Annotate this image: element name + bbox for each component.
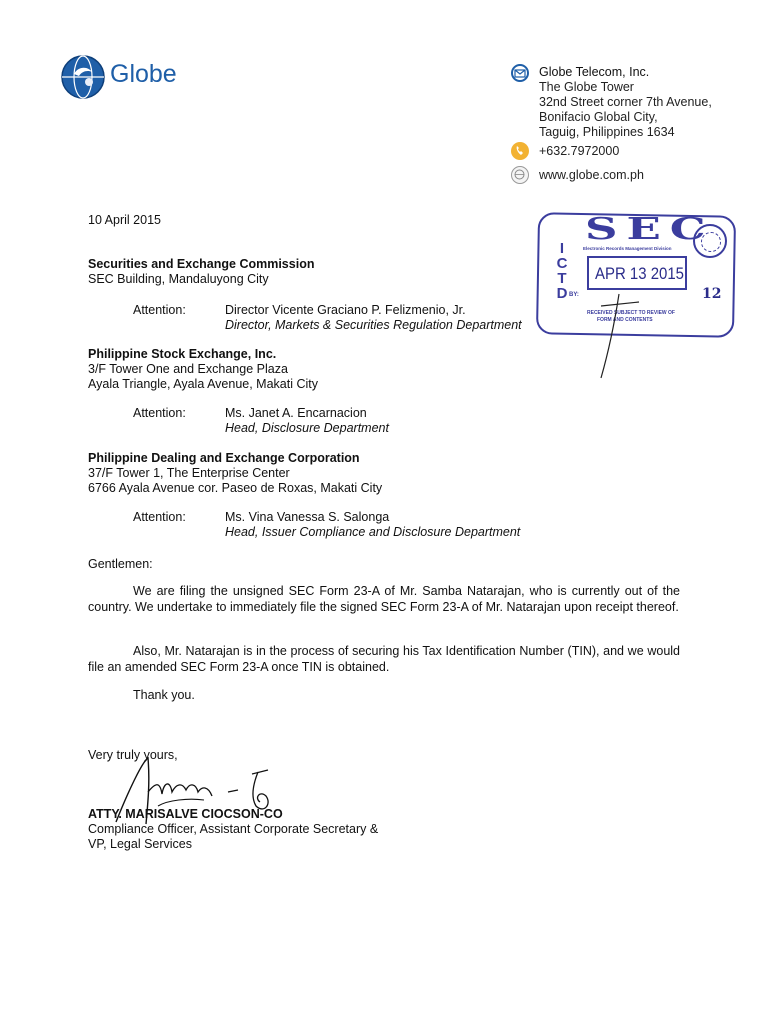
signatory-name: ATTY. MARISALVE CIOCSON-CO xyxy=(88,807,283,821)
attention-title: Head, Issuer Compliance and Disclosure Department xyxy=(225,525,521,539)
attention-person: Director Vicente Graciano P. Felizmenio, Jr. xyxy=(225,303,466,317)
attention-person: Ms. Vina Vanessa S. Salonga xyxy=(225,510,390,524)
signatory-title: VP, Legal Services xyxy=(88,837,192,851)
letter-date: 10 April 2015 xyxy=(88,213,161,227)
brand-name: Globe xyxy=(110,60,177,88)
website: www.globe.com.ph xyxy=(539,168,644,182)
closing: Very truly yours, xyxy=(88,748,178,762)
stamp-subtitle: Electronic Records Management Division xyxy=(583,246,672,251)
attention-person: Ms. Janet A. Encarnacion xyxy=(225,406,367,420)
attention-label: Attention: xyxy=(133,303,186,317)
recipient-org: Securities and Exchange Commission xyxy=(88,257,315,271)
stamp-initial-mark xyxy=(585,290,655,380)
phone-icon xyxy=(511,142,529,160)
address-line: Taguig, Philippines 1634 xyxy=(539,125,675,139)
web-icon xyxy=(511,166,529,184)
address-line: The Globe Tower xyxy=(539,80,634,94)
stamp-date: APR 13 2015 xyxy=(595,264,685,283)
body-paragraph: Also, Mr. Natarajan is in the process of securing his Tax Identification Number (TIN), and we would file an amended SEC Form 23-A once TIN is obtained. xyxy=(88,644,680,674)
attention-label: Attention: xyxy=(133,510,186,524)
stamp-footer: RECEIVED SUBJECT TO REVIEW OF xyxy=(587,310,675,316)
stamp-date-box xyxy=(587,256,687,290)
stamp-side-letter: I xyxy=(559,240,565,257)
recipient-address: Ayala Triangle, Ayala Avenue, Makati City xyxy=(88,377,318,391)
attention-label: Attention: xyxy=(133,406,186,420)
stamp-title: SEC xyxy=(585,212,715,247)
stamp-side-letter: T xyxy=(557,270,567,287)
recipient-org: Philippine Stock Exchange, Inc. xyxy=(88,347,277,361)
address-line: Bonifacio Global City, xyxy=(539,110,658,124)
company-name: Globe Telecom, Inc. xyxy=(539,65,650,79)
contact-block xyxy=(511,62,751,192)
signatory-title: Compliance Officer, Assistant Corporate Secretary & xyxy=(88,822,379,836)
attention-title: Head, Disclosure Department xyxy=(225,421,389,435)
thank-you: Thank you. xyxy=(133,688,195,702)
salutation: Gentlemen: xyxy=(88,557,153,571)
phone-number: +632.7972000 xyxy=(539,144,620,158)
recipient-address: 6766 Ayala Avenue cor. Paseo de Roxas, Makati City xyxy=(88,481,383,495)
attention-title: Director, Markets & Securities Regulation Department xyxy=(225,318,522,332)
sec-received-stamp xyxy=(537,214,735,338)
recipient-org: Philippine Dealing and Exchange Corporation xyxy=(88,451,360,465)
stamp-side-letter: C xyxy=(556,255,568,272)
envelope-icon xyxy=(511,64,529,82)
stamp-number: 12 xyxy=(702,286,722,302)
recipient-address: SEC Building, Mandaluyong City xyxy=(88,272,269,286)
globe-logo xyxy=(60,54,210,98)
body-paragraph: We are filing the unsigned SEC Form 23-A of Mr. Samba Natarajan, who is currently out of the country. We undertake to immediately file the signed SEC Form 23-A of Mr. Natarajan upon receipt thereof. xyxy=(88,584,680,614)
sec-seal-icon xyxy=(693,224,727,258)
address-line: 32nd Street corner 7th Avenue, xyxy=(539,95,712,109)
stamp-footer: FORM AND CONTENTS xyxy=(597,317,653,323)
stamp-by-label: BY: xyxy=(569,292,579,298)
stamp-side-letter: D xyxy=(556,285,568,302)
globe-logo-icon xyxy=(60,54,106,100)
recipient-address: 3/F Tower One and Exchange Plaza xyxy=(88,362,288,376)
recipient-address: 37/F Tower 1, The Enterprise Center xyxy=(88,466,290,480)
